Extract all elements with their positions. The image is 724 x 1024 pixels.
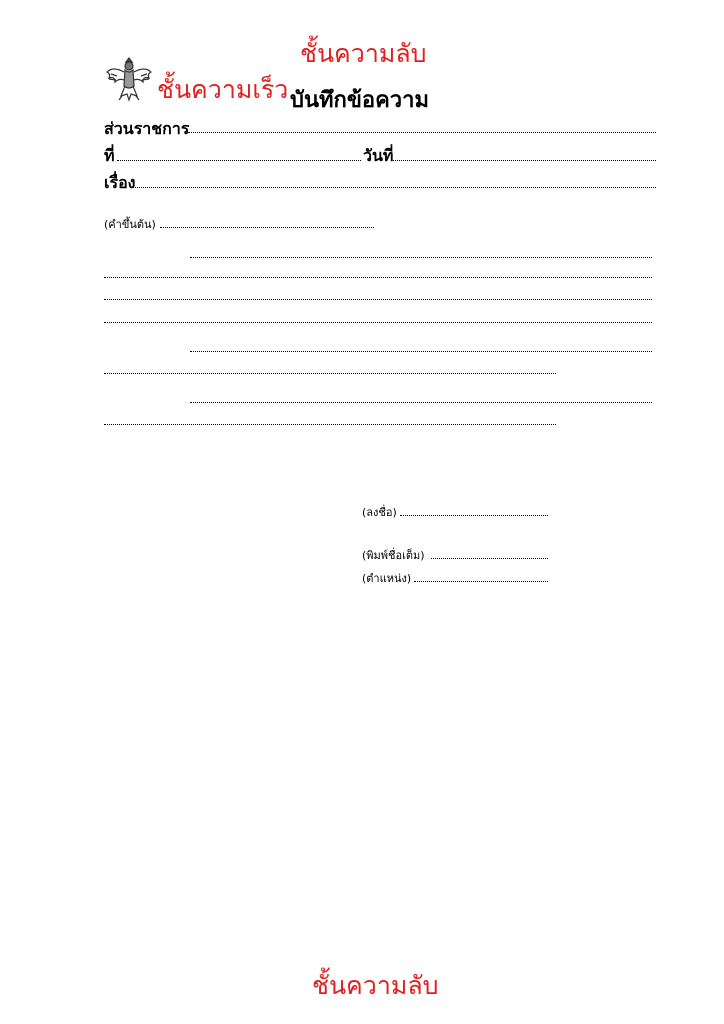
classification-top: ชั้นความลับ [300,39,427,68]
garuda-emblem-icon [103,52,155,104]
sign-label: (ลงชื่อ) [362,506,397,519]
body-line[interactable] [190,257,652,258]
position-label: (ตำแหน่ง) [362,572,412,585]
salutation-label: (คำขึ้นต้น) [104,218,156,231]
classification-urgency: ชั้นความเร็ว [157,75,289,104]
body-line[interactable] [190,402,652,403]
full-name-label: (พิมพ์ชื่อเต็ม) [362,549,425,562]
subject-field[interactable] [135,187,656,188]
date-field[interactable] [393,160,656,161]
body-line[interactable] [104,424,556,425]
body-line[interactable] [104,373,556,374]
date-label: วันที่ [363,146,394,165]
classification-bottom: ชั้นความลับ [312,971,439,1000]
body-line[interactable] [104,322,652,323]
department-field[interactable] [188,132,656,133]
salutation-line[interactable] [160,227,374,228]
full-name-line[interactable] [431,558,548,559]
ref-field[interactable] [117,160,361,161]
subject-label: เรื่อง [104,173,136,192]
sign-line[interactable] [400,515,548,516]
department-label: ส่วนราชการ [104,119,190,138]
body-line[interactable] [104,299,652,300]
position-line[interactable] [414,581,548,582]
body-line[interactable] [190,351,652,352]
ref-label: ที่ [104,146,115,165]
body-line[interactable] [104,277,652,278]
page-title: บันทึกข้อความ [290,88,430,113]
